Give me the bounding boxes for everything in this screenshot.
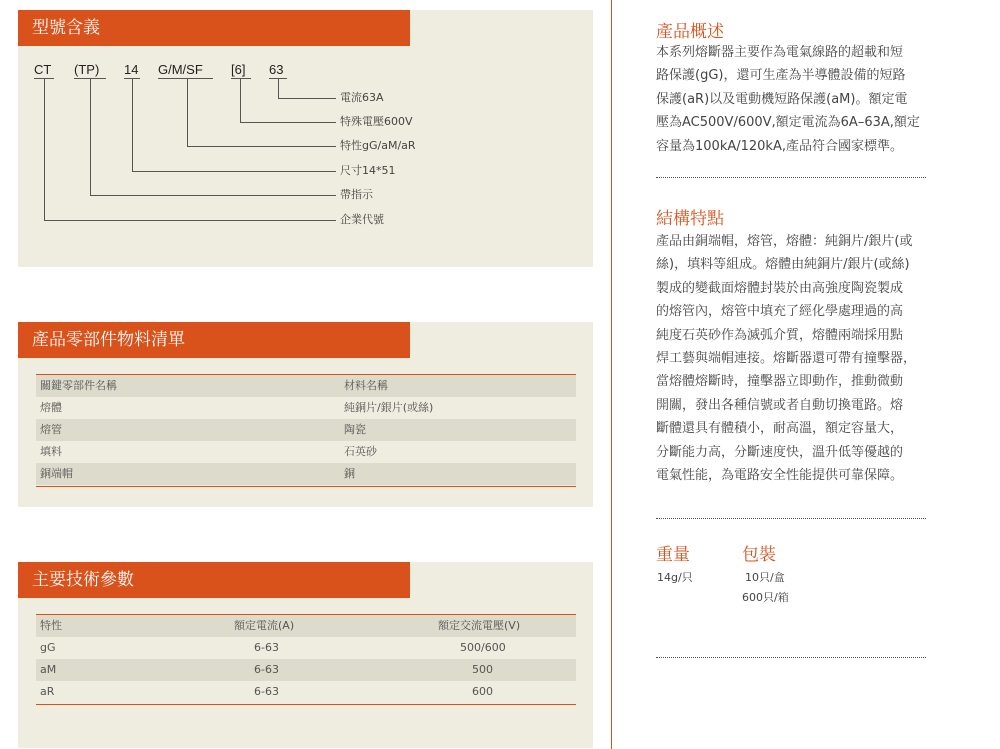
model-title: 型號含義 <box>18 10 410 46</box>
table-row <box>36 441 576 463</box>
label-company-code: 企業代號 <box>340 213 384 226</box>
table-cell: 銅端帽 <box>40 467 73 480</box>
code-size: 14 <box>124 62 139 77</box>
structure-line: 分斷能力高，分斷速度快，溫升低等優越的 <box>656 444 904 460</box>
overview-title: 產品概述 <box>656 22 724 42</box>
structure-title: 結構特點 <box>656 209 724 229</box>
model-panel <box>18 10 593 267</box>
structure-line: 開關，發出各種信號或者自動切換電路。熔 <box>656 397 904 413</box>
specs-title: 主要技術參數 <box>18 562 410 598</box>
table-cell: 6-63 <box>254 685 279 698</box>
label-indicator: 帶指示 <box>340 188 373 201</box>
table-header-row <box>36 375 576 397</box>
header-material: 材料名稱 <box>344 379 388 392</box>
overview-line: 本系列熔斷器主要作為電氣線路的超載和短 <box>656 45 904 60</box>
structure-line: 製成的變截面熔體封裝於由高強度陶瓷製成 <box>656 280 904 296</box>
label-size: 尺寸14*51 <box>340 164 396 177</box>
code-voltage: [6] <box>231 62 246 77</box>
table-row <box>36 659 576 681</box>
packing-line: 10只/盒 <box>745 571 785 584</box>
table-cell: gG <box>40 641 56 654</box>
code-tp: (TP) <box>74 62 100 77</box>
structure-line: 當熔體熔斷時，撞擊器立即動作，推動微動 <box>656 374 904 390</box>
label-voltage: 特殊電壓600V <box>340 115 413 128</box>
table-cell: 500/600 <box>460 641 506 654</box>
table-cell: 6-63 <box>254 641 279 654</box>
overview-line: 容量為100kA/120kA,產品符合國家標準。 <box>656 138 903 154</box>
code-current: 63 <box>269 62 284 77</box>
structure-line: 焊工藝與端帽連接。熔斷器還可帶有撞擊器， <box>656 351 917 367</box>
table-cell: 500 <box>472 663 493 676</box>
header-rated-voltage: 額定交流電壓(V) <box>438 619 521 632</box>
bom-table <box>36 374 576 488</box>
column-divider <box>611 0 612 749</box>
header-part-name: 關鍵零部件名稱 <box>40 379 117 392</box>
overview-text <box>656 41 946 158</box>
overview-line: 壓為AC500V/600V,額定電流為6A–63A,額定 <box>656 115 920 131</box>
table-cell: 陶瓷 <box>344 423 366 436</box>
dotted-divider <box>656 177 926 178</box>
structure-line: 的熔管內，熔管中填充了經化學處理過的高 <box>656 304 904 320</box>
table-row <box>36 637 576 659</box>
code-ct: CT <box>34 62 52 77</box>
table-cell: 石英砂 <box>344 445 377 458</box>
label-current: 電流63A <box>340 91 384 104</box>
table-cell: 熔體 <box>40 401 62 414</box>
table-row <box>36 681 576 703</box>
structure-line: 純度石英砂作為滅弧介質，熔體兩端採用點 <box>656 327 904 343</box>
overview-line: 路保護(gG)，還可生產為半導體設備的短路 <box>656 68 906 84</box>
dotted-divider <box>656 518 926 519</box>
table-row <box>36 463 576 485</box>
table-cell: 銅 <box>344 467 355 480</box>
table-row <box>36 397 576 419</box>
weight-title: 重量 <box>656 545 690 565</box>
dotted-divider <box>656 657 926 658</box>
table-cell: 填料 <box>40 445 62 458</box>
table-cell: 6-63 <box>254 663 279 676</box>
packing-title: 包裝 <box>742 545 776 565</box>
structure-line: 產品由銅端帽，熔管，熔體：純銅片/銀片(或 <box>656 234 913 249</box>
table-row <box>36 419 576 441</box>
structure-line: 電氣性能，為電路安全性能提供可靠保障。 <box>656 468 904 484</box>
structure-line: 絲)，填料等組成。熔體由純銅片/銀片(或絲) <box>656 257 910 273</box>
table-cell: aM <box>40 663 57 676</box>
packing-line: 600只/箱 <box>742 591 789 604</box>
header-rated-current: 額定電流(A) <box>234 619 295 632</box>
structure-line: 斷體還具有體積小，耐高溫，額定容量大， <box>656 421 904 437</box>
table-cell: 純銅片/銀片(或絲) <box>344 401 434 414</box>
bom-title: 產品零部件物料清單 <box>18 322 410 358</box>
code-type: G/M/SF <box>158 62 203 77</box>
table-header-row <box>36 615 576 637</box>
table-cell: aR <box>40 685 55 698</box>
weight-value: 14g/只 <box>657 571 693 584</box>
table-cell: 熔管 <box>40 423 62 436</box>
specs-table <box>36 614 576 706</box>
header-characteristic: 特性 <box>40 619 62 632</box>
overview-line: 保護(aR)以及電動機短路保護(aM)。額定電 <box>656 91 908 107</box>
label-characteristic: 特性gG/aM/aR <box>340 139 416 152</box>
table-cell: 600 <box>472 685 493 698</box>
structure-text <box>656 230 946 487</box>
